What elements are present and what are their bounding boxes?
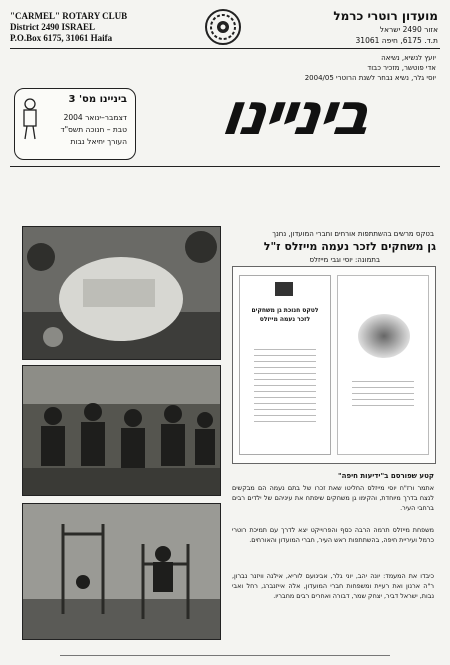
club-district-he: אזור 2490 ישראל	[379, 25, 438, 34]
invitation-card	[239, 275, 331, 455]
article-paragraph-1: אתמר ורז"ח יוסי מייזלס החליטו שאת זכרו של בתם נעמה הם מבקשים לנצח בדרך מיוחדת, והקימו גן משחקים שיפתח את עיניהם של ילדים רבים ברחבי העיר.	[232, 484, 434, 512]
rotary-logo	[204, 8, 242, 46]
card-smudge	[358, 314, 410, 358]
club-name-he: מועדון רוטרי כרמל	[333, 9, 438, 23]
invitation-card-2	[337, 275, 429, 455]
article-headline: גן משחקים לזכר נעמה מייזלס ז"ל	[263, 240, 436, 253]
card-lines-2	[352, 376, 414, 408]
issue-date-1: דצמבר–ינואר 2004	[63, 113, 127, 122]
article-paragraph-3: כיבדו את המעמד: יונה יהב, יוני גלר, אבינועם לוריא, אילנה וויזנר נברון, ר"ה ארנון ואת רעיית ומשפחות חברי המועדון, אלה אייזנברג, רחל ואבי נבות, ישראל דביר, יצחק שמר, דבורה ואחרים רבים מחבריו.	[232, 572, 434, 600]
issue-box	[14, 88, 136, 160]
club-address-en: P.O.Box 6175, 31061 Haifa	[10, 33, 113, 43]
issue-date-2: טבת – חנוכה תשס"ד	[60, 125, 127, 134]
section-heading: קטע שפורסם ב"ידיעות חיפה"	[338, 472, 434, 480]
officer-1: יועץ לנשיא, נשיאה	[381, 54, 436, 62]
masthead-title: ביניינו	[217, 80, 373, 148]
audience-photo	[22, 365, 221, 496]
officer-3: יוסי גלר, נשיא נבחר לשנת הרוטרי 2004/05	[304, 74, 436, 82]
footer-rule	[60, 655, 390, 656]
issue-number: ביניינו מס' 3	[68, 94, 127, 105]
masthead-rule	[10, 166, 440, 167]
invitation-image	[232, 266, 436, 464]
club-name-en: "CARMEL" ROTARY CLUB	[10, 11, 128, 21]
article-intro: בטקס מרשים בהשתתפות אורחים וחברי המועדון, נחנך	[272, 230, 434, 238]
article-byline: בתמונה: יוסי וגבי מייזלס	[309, 256, 380, 264]
card-lines	[254, 344, 316, 424]
issue-editor: העורך יחיאל נבות	[70, 137, 127, 146]
club-district-en: District 2490 ISRAEL	[10, 22, 95, 32]
playground-photo	[22, 503, 221, 640]
officer-2: אדי פוטשר, מזכיר כבוד	[367, 64, 436, 72]
article-paragraph-2: משפחת מייזלס תרמה הרבה כסף והפרוייקט יצא לדרך עם תמיכת רוטרי כרמל ועיריית חיפה, בהשתתפות ראש העיר, חברי המועדון והאורחים.	[232, 526, 434, 544]
card-emblem	[275, 282, 293, 296]
header-rule	[10, 48, 440, 49]
card-title: לטקס חנוכת גן משחקים לזכר נעמה מייזלס	[251, 307, 319, 323]
club-address-he: ת.ד. 6175, חיפה 31061	[355, 36, 438, 45]
mascot-icon	[19, 97, 41, 143]
memorial-stone-photo	[22, 226, 221, 360]
